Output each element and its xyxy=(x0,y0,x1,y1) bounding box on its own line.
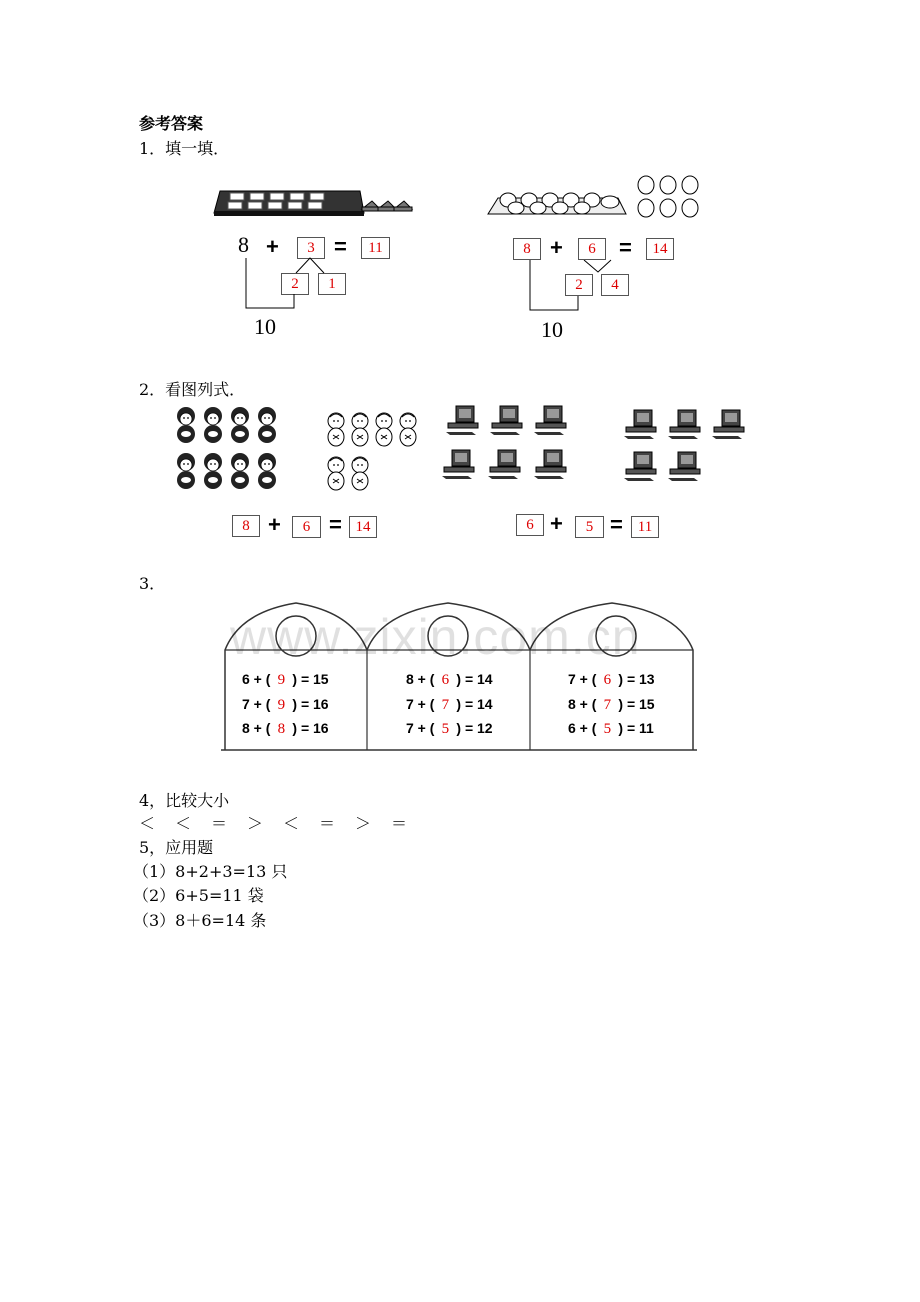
house3-answer-3: 5 xyxy=(603,721,612,737)
q3-heading: 3． xyxy=(139,574,166,593)
q1-right-box-split2[interactable]: 4 xyxy=(601,274,629,296)
q1-left-equals: = xyxy=(334,234,347,259)
q2-left-plus: + xyxy=(268,512,281,537)
q1-right-box-sum[interactable]: 14 xyxy=(646,238,674,260)
house2-answer-3: 5 xyxy=(441,721,450,737)
q5-item-1: （1）8+2+3=13 只 xyxy=(133,862,288,881)
house1-equation-3: 8 + ( 8 ) = 16 xyxy=(242,720,329,737)
page-title: 参考答案 xyxy=(139,114,204,133)
q5-heading: 5，应用题 xyxy=(139,838,214,857)
q1-right-box-split1[interactable]: 2 xyxy=(565,274,593,296)
q1-left-box-sum[interactable]: 11 xyxy=(361,237,390,259)
q2-right-box-sum[interactable]: 11 xyxy=(631,516,659,538)
house1-equation-2: 7 + ( 9 ) = 16 xyxy=(242,696,329,713)
q2-left-box-a[interactable]: 8 xyxy=(232,515,260,537)
q2-right-box-b[interactable]: 5 xyxy=(575,516,604,538)
q1-right-ten: 10 xyxy=(541,317,563,342)
q1-left-addend: 8 xyxy=(238,232,249,257)
q1-left-ten: 10 xyxy=(254,314,276,339)
house2-equation-2: 7 + ( 7 ) = 14 xyxy=(406,696,493,713)
house3-equation-1: 7 + ( 6 ) = 13 xyxy=(568,671,655,688)
q1-right-plus: + xyxy=(550,235,563,260)
watermark: www.zixin.com.cn xyxy=(230,609,641,665)
house3-answer-1: 6 xyxy=(603,672,612,688)
q2-right-plus: + xyxy=(550,511,563,536)
house3-equation-2: 8 + ( 7 ) = 15 xyxy=(568,696,655,713)
q2-right-equals: = xyxy=(610,512,623,537)
q2-left-box-b[interactable]: 6 xyxy=(292,516,321,538)
q1-left-box-b[interactable]: 3 xyxy=(297,237,325,259)
q1-left-plus: + xyxy=(266,234,279,259)
q2-left-box-sum[interactable]: 14 xyxy=(349,516,377,538)
q4-heading: 4，比较大小 xyxy=(139,791,230,810)
house2-answer-2: 7 xyxy=(441,697,450,713)
q1-heading: 1．填一填． xyxy=(139,139,230,158)
q2-left-equals: = xyxy=(329,512,342,537)
q1-left-box-split2[interactable]: 1 xyxy=(318,273,346,295)
q2-heading: 2．看图列式． xyxy=(139,380,246,399)
house1-answer-1: 9 xyxy=(277,672,286,688)
house1-answer-3: 8 xyxy=(277,721,286,737)
q1-right-box-b[interactable]: 6 xyxy=(578,238,606,260)
q5-item-3: （3）8＋6=14 条 xyxy=(133,911,267,930)
house2-equation-1: 8 + ( 6 ) = 14 xyxy=(406,671,493,688)
house1-equation-1: 6 + ( 9 ) = 15 xyxy=(242,671,329,688)
q1-right-box-a[interactable]: 8 xyxy=(513,238,541,260)
q1-right-equals: = xyxy=(619,235,632,260)
house1-answer-2: 9 xyxy=(277,697,286,713)
q5-item-2: （2）6+5=11 袋 xyxy=(133,886,264,905)
house3-equation-3: 6 + ( 5 ) = 11 xyxy=(568,720,654,737)
q1-left-box-split1[interactable]: 2 xyxy=(281,273,309,295)
house2-equation-3: 7 + ( 5 ) = 12 xyxy=(406,720,493,737)
q4-answers: ＜ ＜ ＝ ＞ ＜ ＝ ＞ ＝ xyxy=(139,814,410,833)
house2-answer-1: 6 xyxy=(441,672,450,688)
house3-answer-2: 7 xyxy=(603,697,612,713)
q2-right-box-a[interactable]: 6 xyxy=(516,514,544,536)
